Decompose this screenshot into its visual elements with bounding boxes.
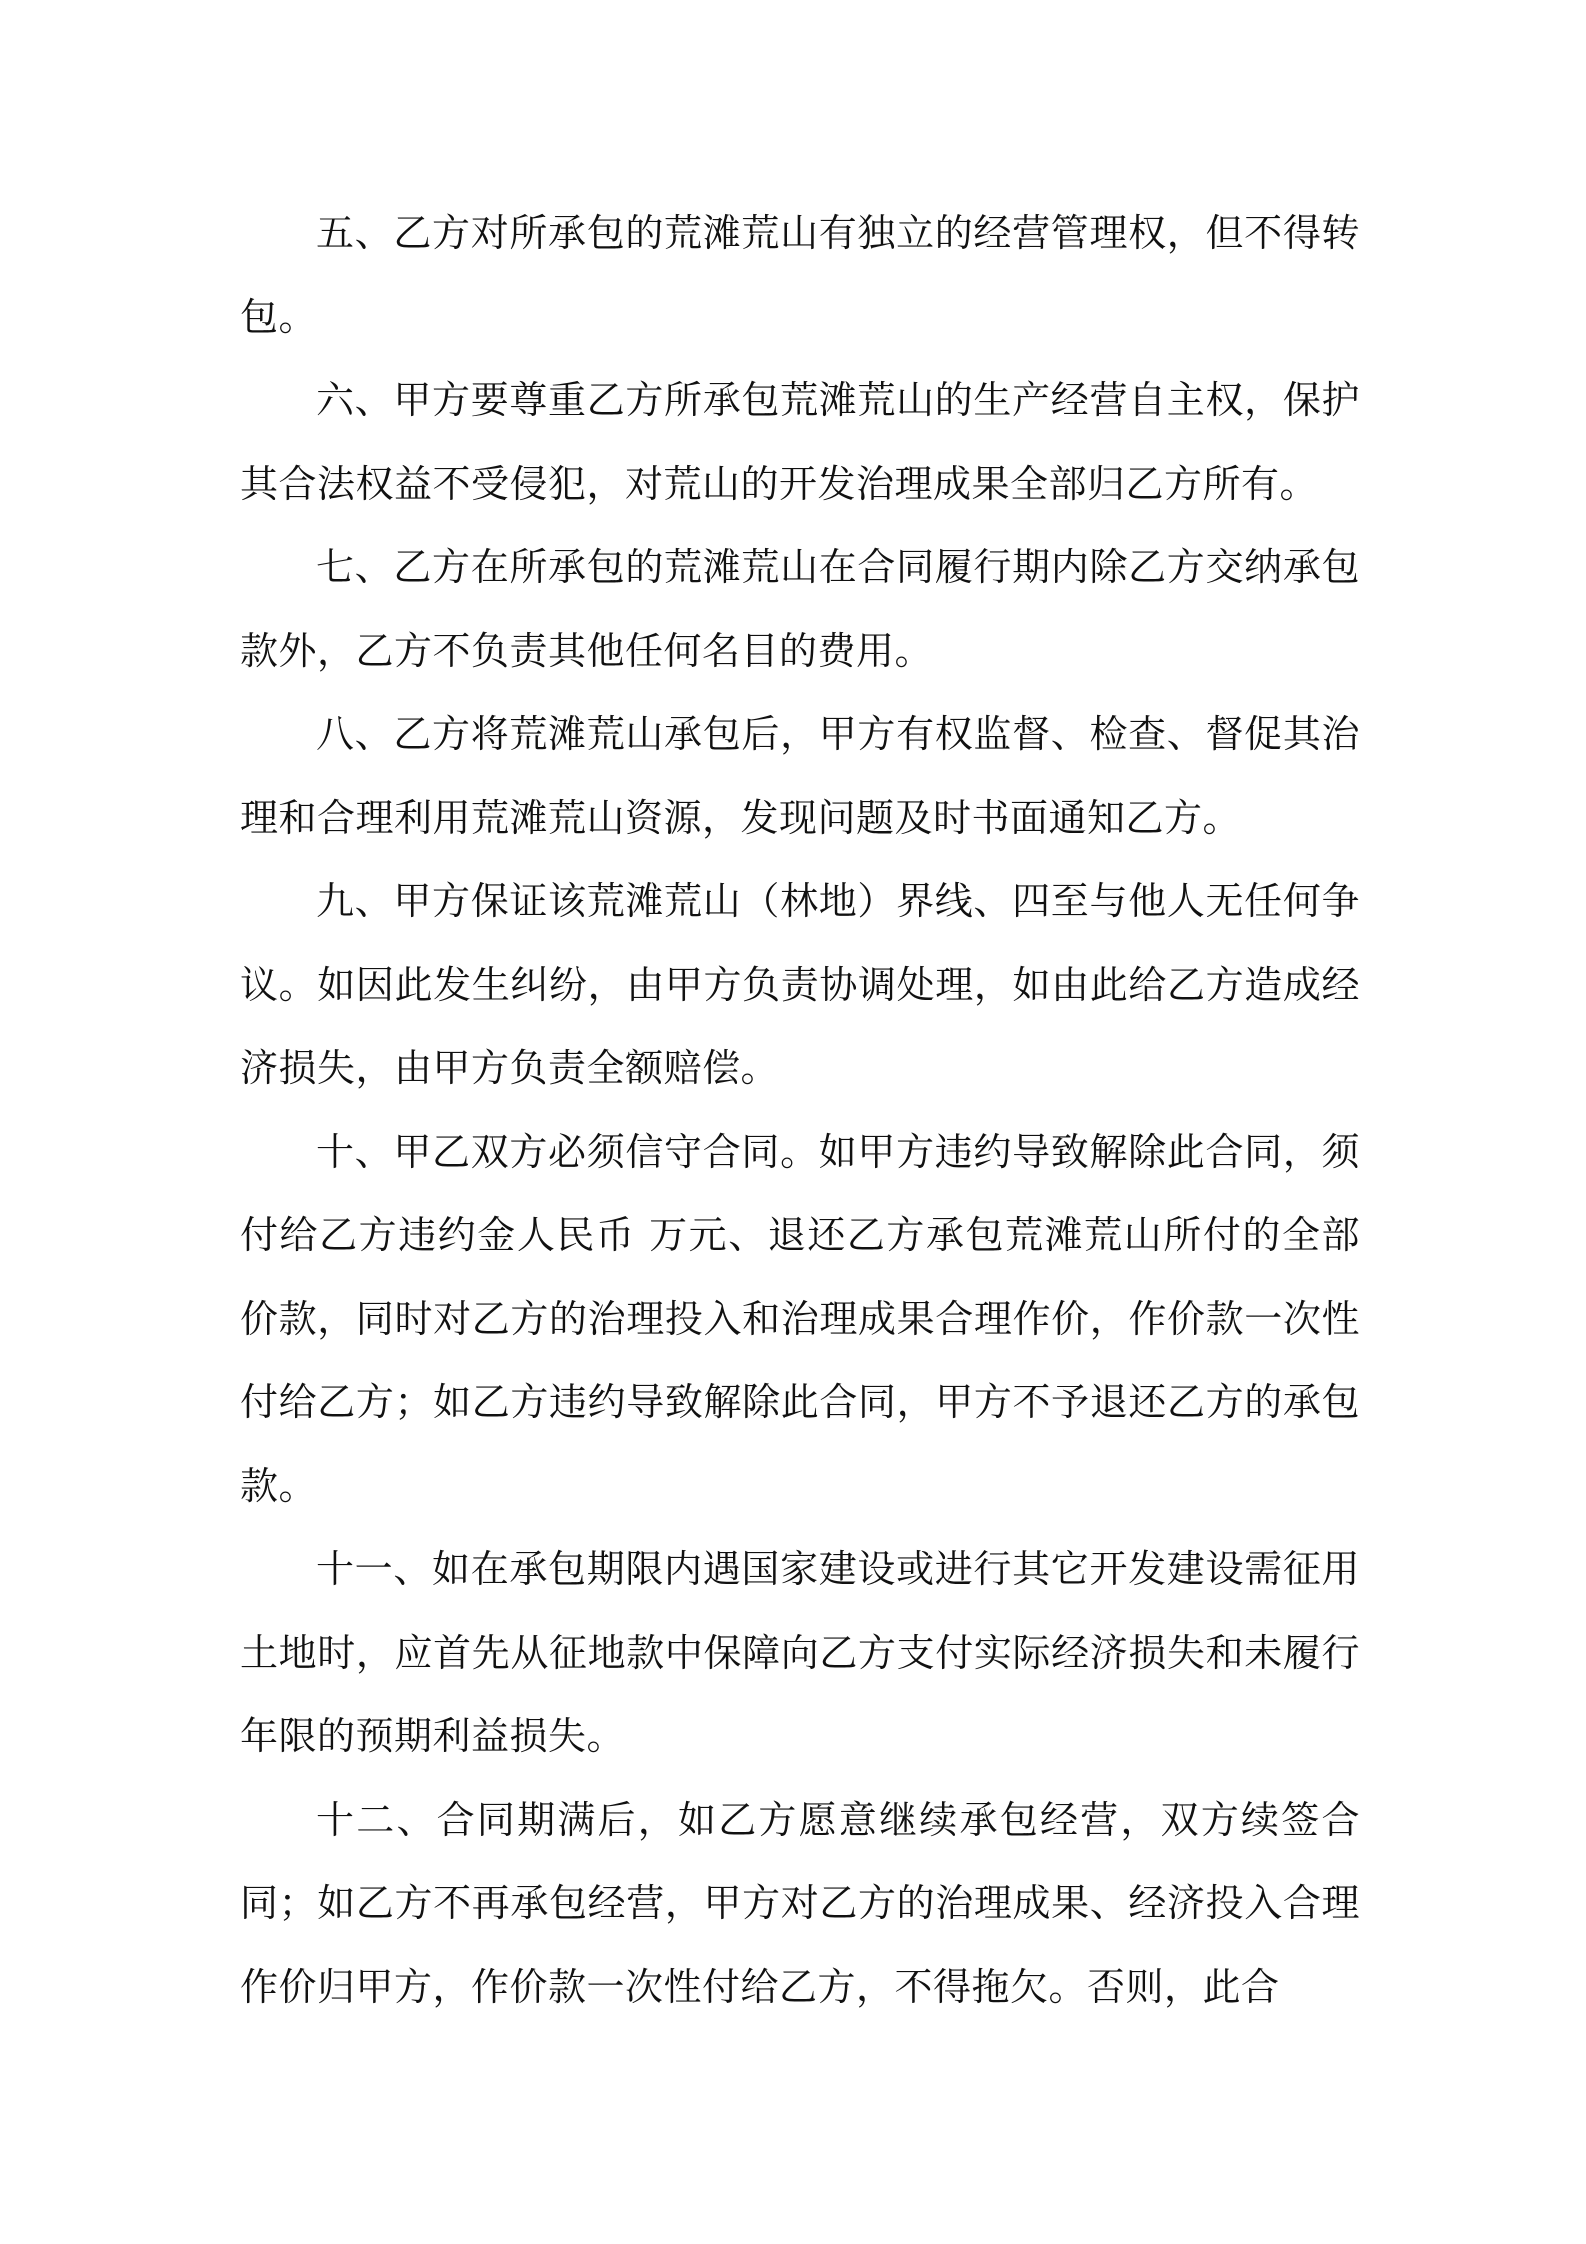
clause-10: 十、甲乙双方必须信守合同。如甲方违约导致解除此合同，须付给乙方违约金人民币 万元、退还乙方承包荒滩荒山所付的全部价款，同时对乙方的治理投入和治理成果合理作价，作价款一次性付给乙方；如乙方违约导致解除此合同，甲方不予退还乙方的承包款。 bbox=[240, 1129, 1360, 1508]
clause-6: 六、甲方要尊重乙方所承包荒滩荒山的生产经营自主权，保护其合法权益不受侵犯，对荒山的开发治理成果全部归乙方所有。 bbox=[240, 378, 1360, 506]
clause-12: 十二、合同期满后，如乙方愿意继续承包经营，双方续签合同；如乙方不再承包经营，甲方对乙方的治理成果、经济投入合理作价归甲方，作价款一次性付给乙方，不得拖欠。否则，此合 bbox=[240, 1797, 1360, 2009]
clause-7: 七、乙方在所承包的荒滩荒山在合同履行期内除乙方交纳承包款外，乙方不负责其他任何名目的费用。 bbox=[240, 545, 1360, 673]
clause-5: 五、乙方对所承包的荒滩荒山有独立的经营管理权，但不得转包。 bbox=[240, 211, 1360, 339]
clause-11: 十一、如在承包期限内遇国家建设或进行其它开发建设需征用土地时，应首先从征地款中保障向乙方支付实际经济损失和未履行年限的预期利益损失。 bbox=[240, 1547, 1360, 1758]
contract-body bbox=[240, 192, 1360, 2029]
clause-8: 八、乙方将荒滩荒山承包后，甲方有权监督、检查、督促其治理和合理利用荒滩荒山资源，发现问题及时书面通知乙方。 bbox=[240, 712, 1360, 840]
clause-9: 九、甲方保证该荒滩荒山（林地）界线、四至与他人无任何争议。如因此发生纠纷，由甲方负责协调处理，如由此给乙方造成经济损失，由甲方负责全额赔偿。 bbox=[240, 879, 1360, 1090]
